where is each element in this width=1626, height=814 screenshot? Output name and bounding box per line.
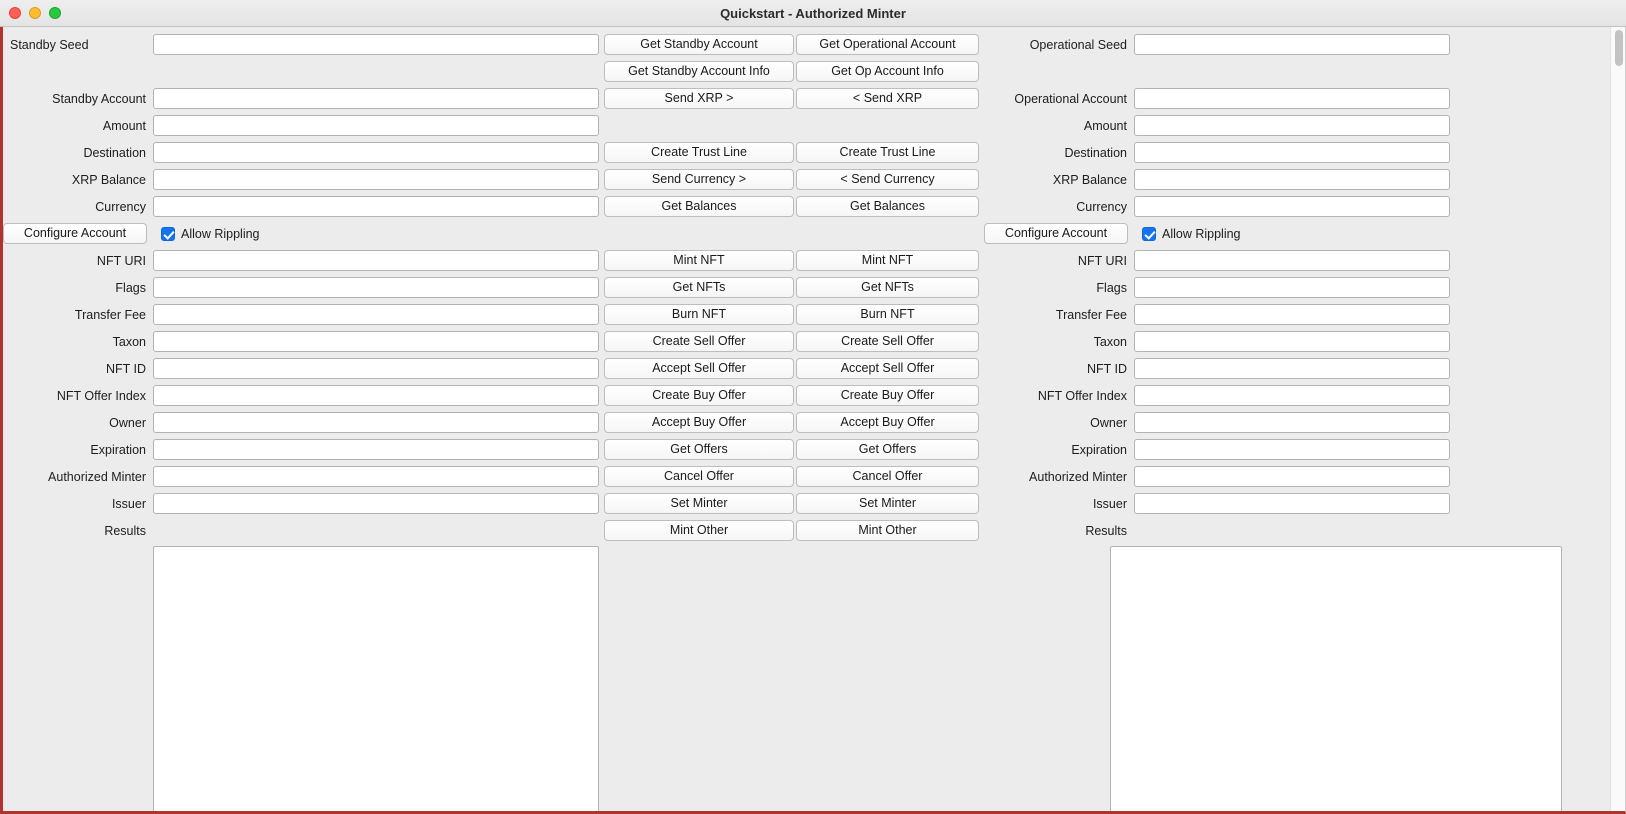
send-xrp-right-button[interactable]: Send XRP > [604, 88, 794, 109]
operational-nft-offer-index-label: NFT Offer Index [1037, 388, 1127, 403]
standby-currency-label: Currency [95, 199, 146, 214]
operational-create-buy-offer-button[interactable]: Create Buy Offer [796, 385, 979, 406]
operational-flags-label: Flags [1096, 280, 1127, 295]
standby-flags-label: Flags [115, 280, 146, 295]
standby-expiration-label: Expiration [90, 442, 146, 457]
vertical-scrollbar[interactable] [1610, 27, 1625, 811]
middle-spacer [595, 546, 1110, 814]
operational-owner-input[interactable] [1134, 412, 1450, 433]
operational-nft-uri-input[interactable] [1134, 250, 1450, 271]
standby-currency-input[interactable] [153, 196, 599, 217]
checkbox-checked-icon[interactable] [161, 227, 175, 241]
standby-seed-input[interactable] [153, 34, 599, 55]
standby-amount-input[interactable] [153, 115, 599, 136]
operational-issuer-input[interactable] [1134, 493, 1450, 514]
operational-amount-input[interactable] [1134, 115, 1450, 136]
operational-expiration-label: Expiration [1071, 442, 1127, 457]
standby-authorized-minter-input[interactable] [153, 466, 599, 487]
operational-burn-nft-button[interactable]: Burn NFT [796, 304, 979, 325]
operational-create-sell-offer-button[interactable]: Create Sell Offer [796, 331, 979, 352]
get-operational-account-button[interactable]: Get Operational Account [796, 34, 979, 55]
operational-owner-label: Owner [1090, 415, 1127, 430]
standby-nft-id-label: NFT ID [105, 361, 146, 376]
operational-results-label: Results [1085, 523, 1127, 538]
standby-transfer-fee-label: Transfer Fee [74, 307, 146, 322]
operational-create-trust-line-button[interactable]: Create Trust Line [796, 142, 979, 163]
standby-nft-offer-index-input[interactable] [153, 385, 599, 406]
standby-nft-offer-index-label: NFT Offer Index [56, 388, 146, 403]
standby-owner-label: Owner [109, 415, 146, 430]
operational-account-input[interactable] [1134, 88, 1450, 109]
vertical-scrollbar-thumb[interactable] [1615, 30, 1623, 66]
operational-allow-rippling-label: Allow Rippling [1162, 226, 1241, 241]
operational-get-nfts-button[interactable]: Get NFTs [796, 277, 979, 298]
send-xrp-left-button[interactable]: < Send XRP [796, 88, 979, 109]
operational-flags-input[interactable] [1134, 277, 1450, 298]
standby-allow-rippling-label: Allow Rippling [181, 226, 260, 241]
operational-xrp-balance-input[interactable] [1134, 169, 1450, 190]
standby-seed-label: Standby Seed [10, 37, 89, 52]
operational-mint-other-button[interactable]: Mint Other [796, 520, 979, 541]
window-controls [0, 7, 61, 19]
operational-results-textarea[interactable] [1110, 546, 1562, 814]
operational-set-minter-button[interactable]: Set Minter [796, 493, 979, 514]
operational-allow-rippling-checkbox[interactable] [1134, 227, 1450, 241]
operational-transfer-fee-input[interactable] [1134, 304, 1450, 325]
operational-destination-label: Destination [1064, 145, 1127, 160]
window-content [0, 27, 1626, 814]
standby-get-balances-button[interactable]: Get Balances [604, 196, 794, 217]
standby-get-offers-button[interactable]: Get Offers [604, 439, 794, 460]
form-grid [3, 27, 1610, 544]
standby-taxon-input[interactable] [153, 331, 599, 352]
standby-destination-label: Destination [83, 145, 146, 160]
operational-mint-nft-button[interactable]: Mint NFT [796, 250, 979, 271]
standby-configure-account-button[interactable]: Configure Account [3, 223, 147, 244]
operational-nft-offer-index-input[interactable] [1134, 385, 1450, 406]
operational-currency-input[interactable] [1134, 196, 1450, 217]
standby-results-textarea[interactable] [153, 546, 599, 814]
operational-configure-account-button[interactable]: Configure Account [984, 223, 1128, 244]
operational-destination-input[interactable] [1134, 142, 1450, 163]
standby-flags-input[interactable] [153, 277, 599, 298]
operational-cancel-offer-button[interactable]: Cancel Offer [796, 466, 979, 487]
standby-create-buy-offer-button[interactable]: Create Buy Offer [604, 385, 794, 406]
operational-nft-id-label: NFT ID [1086, 361, 1127, 376]
standby-xrp-balance-input[interactable] [153, 169, 599, 190]
get-standby-account-info-button[interactable]: Get Standby Account Info [604, 61, 794, 82]
send-currency-left-button[interactable]: < Send Currency [796, 169, 979, 190]
scroll-area [3, 27, 1610, 811]
operational-taxon-label: Taxon [1093, 334, 1127, 349]
standby-account-label: Standby Account [52, 91, 146, 106]
standby-nft-uri-input[interactable] [153, 250, 599, 271]
standby-accept-sell-offer-button[interactable]: Accept Sell Offer [604, 358, 794, 379]
operational-nft-id-input[interactable] [1134, 358, 1450, 379]
operational-nft-uri-label: NFT URI [1077, 253, 1127, 268]
standby-authorized-minter-label: Authorized Minter [48, 469, 146, 484]
standby-taxon-label: Taxon [112, 334, 146, 349]
standby-results-label: Results [104, 523, 146, 538]
standby-accept-buy-offer-button[interactable]: Accept Buy Offer [604, 412, 794, 433]
standby-transfer-fee-input[interactable] [153, 304, 599, 325]
standby-get-nfts-button[interactable]: Get NFTs [604, 277, 794, 298]
standby-expiration-input[interactable] [153, 439, 599, 460]
title-bar [0, 0, 1626, 27]
operational-account-label: Operational Account [1014, 91, 1127, 106]
minimize-icon[interactable] [29, 7, 41, 19]
standby-set-minter-button[interactable]: Set Minter [604, 493, 794, 514]
standby-mint-other-button[interactable]: Mint Other [604, 520, 794, 541]
standby-create-sell-offer-button[interactable]: Create Sell Offer [604, 331, 794, 352]
operational-taxon-input[interactable] [1134, 331, 1450, 352]
standby-owner-input[interactable] [153, 412, 599, 433]
operational-authorized-minter-label: Authorized Minter [1029, 469, 1127, 484]
operational-authorized-minter-input[interactable] [1134, 466, 1450, 487]
standby-issuer-input[interactable] [153, 493, 599, 514]
close-icon[interactable] [9, 7, 21, 19]
standby-cancel-offer-button[interactable]: Cancel Offer [604, 466, 794, 487]
standby-nft-id-input[interactable] [153, 358, 599, 379]
standby-account-input[interactable] [153, 88, 599, 109]
operational-seed-input[interactable] [1134, 34, 1450, 55]
standby-destination-input[interactable] [153, 142, 599, 163]
standby-nft-uri-label: NFT URI [96, 253, 146, 268]
standby-mint-nft-button[interactable]: Mint NFT [604, 250, 794, 271]
operational-get-balances-button[interactable]: Get Balances [796, 196, 979, 217]
operational-seed-label: Operational Seed [1029, 37, 1127, 52]
operational-currency-label: Currency [1076, 199, 1127, 214]
operational-accept-buy-offer-button[interactable]: Accept Buy Offer [796, 412, 979, 433]
standby-create-trust-line-button[interactable]: Create Trust Line [604, 142, 794, 163]
operational-xrp-balance-label: XRP Balance [1052, 172, 1127, 187]
operational-accept-sell-offer-button[interactable]: Accept Sell Offer [796, 358, 979, 379]
operational-amount-label: Amount [1083, 118, 1127, 133]
standby-burn-nft-button[interactable]: Burn NFT [604, 304, 794, 325]
standby-xrp-balance-label: XRP Balance [71, 172, 146, 187]
send-currency-right-button[interactable]: Send Currency > [604, 169, 794, 190]
zoom-icon[interactable] [49, 7, 61, 19]
operational-transfer-fee-label: Transfer Fee [1055, 307, 1127, 322]
get-standby-account-button[interactable]: Get Standby Account [604, 34, 794, 55]
standby-amount-label: Amount [102, 118, 146, 133]
operational-expiration-input[interactable] [1134, 439, 1450, 460]
get-op-account-info-button[interactable]: Get Op Account Info [796, 61, 979, 82]
operational-get-offers-button[interactable]: Get Offers [796, 439, 979, 460]
standby-allow-rippling-checkbox[interactable] [153, 227, 599, 241]
operational-issuer-label: Issuer [1092, 496, 1127, 511]
standby-issuer-label: Issuer [111, 496, 146, 511]
window-title: Quickstart - Authorized Minter [720, 5, 906, 21]
checkbox-checked-icon[interactable] [1142, 227, 1156, 241]
